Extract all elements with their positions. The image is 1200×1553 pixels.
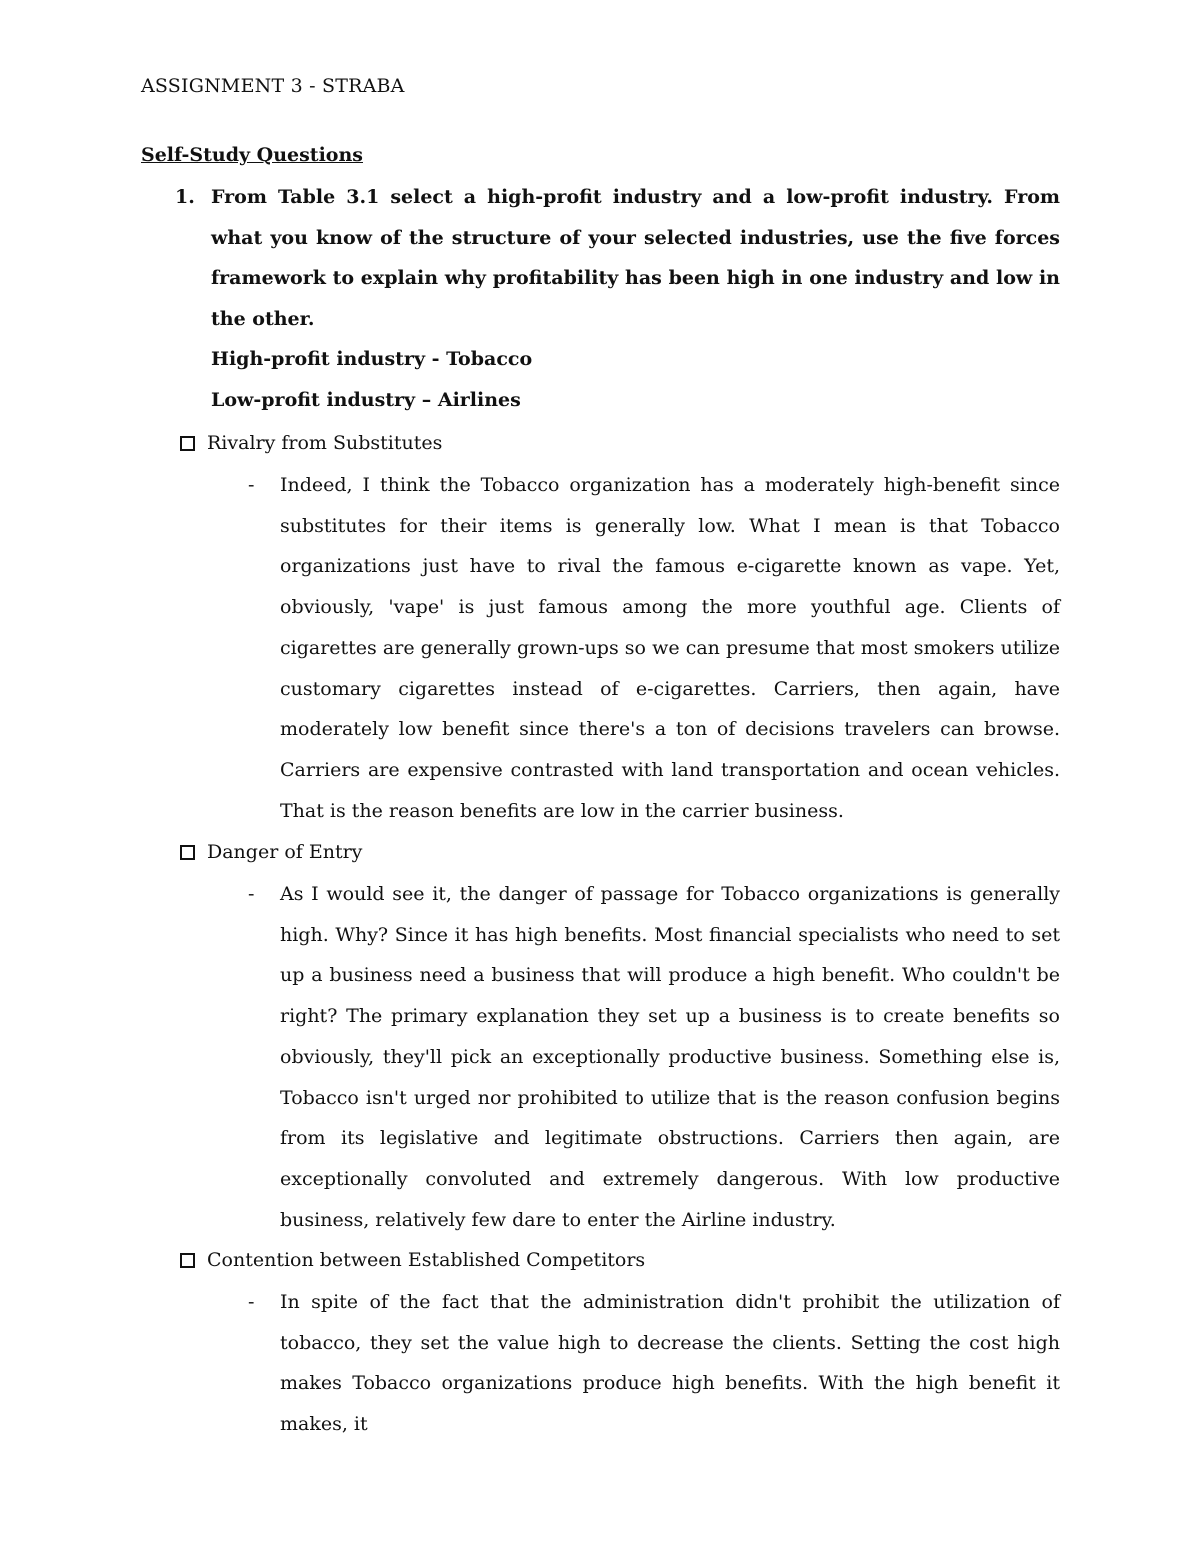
force-body-text: As I would see it, the danger of passage for Tobacco organizations is generally high. Why? Since it has high benefits. Most financial specialists who need to set up a business need a business that will produce a high benefit. Who couldn't be right? The primary explanation they set up a business is to create benefits so obviously, they'll pick an exceptionally productive business. Something else is, Tobacco isn't urged nor prohibited to utilize that is the reason confusion begins from its legislative and legitimate obstructions. Carriers then again, are exceptionally convoluted and extremely dangerous. With low productive business, relatively few dare to enter the Airline industry.: [280, 883, 1060, 1231]
force-established-competitors: [180, 1245, 1060, 1445]
force-heading: [180, 428, 1060, 458]
dash-bullet: -: [248, 883, 255, 905]
document-title: ASSIGNMENT 3 - STRABA: [141, 75, 405, 97]
checkbox-icon: [180, 845, 195, 860]
question-block: [175, 177, 1060, 420]
force-rivalry-substitutes: [180, 428, 1060, 831]
force-heading-text: Rivalry from Substitutes: [207, 432, 443, 454]
question-text: From Table 3.1 select a high-profit industry and a low-profit industry. From what you know of the structure of your selected industries, use the five forces framework to explain why profitability has been high in one industry and low in the other.: [211, 186, 1060, 330]
dash-bullet: -: [248, 474, 255, 496]
force-body: [248, 874, 1060, 1240]
force-heading: [180, 837, 1060, 867]
force-heading: [180, 1245, 1060, 1275]
checkbox-icon: [180, 436, 195, 451]
dash-bullet: -: [248, 1291, 255, 1313]
force-body: [248, 465, 1060, 831]
force-heading-text: Danger of Entry: [207, 841, 363, 863]
force-body-text: In spite of the fact that the administration didn't prohibit the utilization of tobacco, they set the value high to decrease the clients. Setting the cost high makes Tobacco organizations produce high benefits. With the high benefit it makes, it: [280, 1291, 1060, 1436]
question-number: 1.: [175, 186, 195, 208]
low-profit-industry: Low-profit industry – Airlines: [211, 388, 521, 411]
high-profit-industry: High-profit industry - Tobacco: [211, 348, 533, 370]
force-body-text: Indeed, I think the Tobacco organization has a moderately high-benefit since substitutes for their items is generally low. What I mean is that Tobacco organizations just have to rival the famous e-cigarette known as vape. Yet, obviously, 'vape' is just famous among the more youthful age. Clients of cigarettes are generally grown-ups so we can presume that most smokers utilize customary cigarettes instead of e-cigarettes. Carriers, then again, have moderately low benefit since there's a ton of decisions travelers can browse. Carriers are expensive contrasted with land transportation and ocean vehicles. That is the reason benefits are low in the carrier business.: [280, 474, 1060, 822]
checkbox-icon: [180, 1253, 195, 1268]
force-heading-text: Contention between Established Competitors: [207, 1249, 646, 1271]
force-danger-entry: [180, 837, 1060, 1240]
force-body: [248, 1282, 1060, 1445]
section-heading: Self-Study Questions: [141, 144, 363, 166]
